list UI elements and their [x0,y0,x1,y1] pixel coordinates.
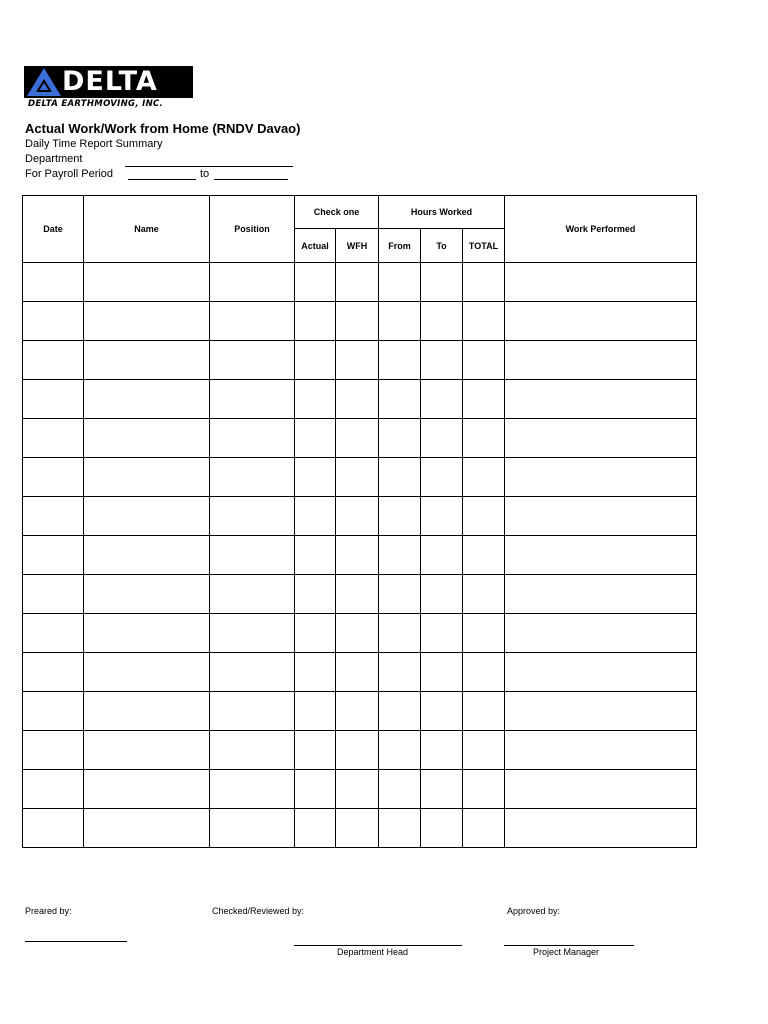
cell-position[interactable] [210,458,295,497]
cell-name[interactable] [84,653,210,692]
cell-from[interactable] [379,770,421,809]
header-hours-worked: Hours Worked [379,196,505,229]
cell-actual[interactable] [295,653,336,692]
cell-position[interactable] [210,380,295,419]
cell-position[interactable] [210,497,295,536]
cell-from[interactable] [379,380,421,419]
cell-name[interactable] [84,419,210,458]
cell-name[interactable] [84,536,210,575]
cell-name[interactable] [84,497,210,536]
cell-to[interactable] [421,575,463,614]
cell-from[interactable] [379,419,421,458]
table-row [23,692,697,731]
cell-work-performed[interactable] [505,692,697,731]
cell-actual[interactable] [295,419,336,458]
cell-wfh[interactable] [336,614,379,653]
cell-to[interactable] [421,419,463,458]
cell-from[interactable] [379,653,421,692]
department-field[interactable] [125,166,293,167]
cell-to[interactable] [421,497,463,536]
cell-actual[interactable] [295,302,336,341]
form-subtitle: Daily Time Report Summary [25,138,163,150]
cell-total[interactable] [463,731,505,770]
cell-total[interactable] [463,653,505,692]
cell-name[interactable] [84,341,210,380]
cell-wfh[interactable] [336,575,379,614]
cell-wfh[interactable] [336,653,379,692]
cell-position[interactable] [210,692,295,731]
cell-work-performed[interactable] [505,809,697,848]
cell-from[interactable] [379,341,421,380]
time-report-table [22,195,697,848]
cell-name[interactable] [84,692,210,731]
cell-total[interactable] [463,458,505,497]
cell-date[interactable] [23,380,84,419]
cell-from[interactable] [379,809,421,848]
table-row [23,458,697,497]
project-manager-label: Project Manager [533,947,600,957]
cell-actual[interactable] [295,770,336,809]
header-name: Name [84,196,210,263]
table-row [23,419,697,458]
cell-wfh[interactable] [336,341,379,380]
cell-position[interactable] [210,614,295,653]
cell-date[interactable] [23,692,84,731]
payroll-period-label: For Payroll Period [25,168,114,180]
cell-date[interactable] [23,536,84,575]
table-row [23,653,697,692]
cell-position[interactable] [210,653,295,692]
header-actual: Actual [295,229,336,263]
cell-name[interactable] [84,731,210,770]
logo-subtitle: DELTA EARTHMOVING, INC. [28,99,164,109]
cell-date[interactable] [23,653,84,692]
cell-name[interactable] [84,770,210,809]
cell-total[interactable] [463,692,505,731]
cell-to[interactable] [421,653,463,692]
company-logo [24,66,194,110]
table-row [23,302,697,341]
cell-wfh[interactable] [336,770,379,809]
header-date: Date [23,196,84,263]
cell-name[interactable] [84,380,210,419]
cell-date[interactable] [23,497,84,536]
cell-wfh[interactable] [336,419,379,458]
cell-work-performed[interactable] [505,770,697,809]
cell-wfh[interactable] [336,809,379,848]
cell-work-performed[interactable] [505,380,697,419]
cell-position[interactable] [210,770,295,809]
cell-work-performed[interactable] [505,263,697,302]
header-position: Position [210,196,295,263]
prepared-by-signature-line[interactable] [25,941,127,942]
cell-date[interactable] [23,731,84,770]
cell-actual[interactable] [295,380,336,419]
cell-total[interactable] [463,770,505,809]
header-work-performed: Work Performed [505,196,697,263]
cell-wfh[interactable] [336,692,379,731]
table-row [23,380,697,419]
cell-to[interactable] [421,731,463,770]
payroll-end-field[interactable] [214,179,288,180]
cell-position[interactable] [210,263,295,302]
delta-triangle-icon [26,67,62,97]
cell-position[interactable] [210,341,295,380]
cell-to[interactable] [421,263,463,302]
cell-to[interactable] [421,302,463,341]
cell-from[interactable] [379,575,421,614]
table-row [23,575,697,614]
header-to: To [421,229,463,263]
cell-actual[interactable] [295,614,336,653]
header-total: TOTAL [463,229,505,263]
cell-total[interactable] [463,341,505,380]
cell-work-performed[interactable] [505,536,697,575]
table-row [23,263,697,302]
cell-name[interactable] [84,458,210,497]
cell-date[interactable] [23,263,84,302]
cell-name[interactable] [84,575,210,614]
cell-wfh[interactable] [336,731,379,770]
approved-by-label: Approved by: [507,906,561,916]
cell-date[interactable] [23,341,84,380]
cell-work-performed[interactable] [505,731,697,770]
cell-total[interactable] [463,419,505,458]
logo-wordmark: DELTA [62,66,158,97]
cell-date[interactable] [23,419,84,458]
cell-actual[interactable] [295,692,336,731]
cell-work-performed[interactable] [505,302,697,341]
cell-date[interactable] [23,770,84,809]
cell-to[interactable] [421,614,463,653]
cell-to[interactable] [421,809,463,848]
cell-wfh[interactable] [336,536,379,575]
table-row [23,614,697,653]
cell-from[interactable] [379,614,421,653]
cell-wfh[interactable] [336,458,379,497]
cell-total[interactable] [463,809,505,848]
table-row [23,536,697,575]
cell-work-performed[interactable] [505,614,697,653]
table-row [23,731,697,770]
cell-work-performed[interactable] [505,497,697,536]
cell-actual[interactable] [295,731,336,770]
cell-total[interactable] [463,380,505,419]
cell-to[interactable] [421,458,463,497]
cell-actual[interactable] [295,263,336,302]
cell-from[interactable] [379,692,421,731]
table-row [23,497,697,536]
cell-total[interactable] [463,302,505,341]
cell-from[interactable] [379,536,421,575]
department-label: Department [25,153,83,165]
department-head-signature-line[interactable] [294,945,462,946]
cell-from[interactable] [379,731,421,770]
payroll-start-field[interactable] [128,179,196,180]
cell-wfh[interactable] [336,497,379,536]
cell-from[interactable] [379,458,421,497]
cell-total[interactable] [463,614,505,653]
cell-actual[interactable] [295,536,336,575]
cell-position[interactable] [210,536,295,575]
cell-work-performed[interactable] [505,419,697,458]
cell-to[interactable] [421,380,463,419]
project-manager-signature-line[interactable] [504,945,634,946]
cell-wfh[interactable] [336,302,379,341]
cell-from[interactable] [379,497,421,536]
prepared-by-label: Preared by: [25,906,72,916]
payroll-to-label: to [200,168,210,180]
cell-date[interactable] [23,458,84,497]
cell-position[interactable] [210,731,295,770]
cell-to[interactable] [421,770,463,809]
cell-actual[interactable] [295,575,336,614]
cell-actual[interactable] [295,809,336,848]
cell-date[interactable] [23,614,84,653]
cell-position[interactable] [210,575,295,614]
cell-date[interactable] [23,809,84,848]
cell-to[interactable] [421,341,463,380]
table-row [23,809,697,848]
cell-date[interactable] [23,302,84,341]
cell-position[interactable] [210,302,295,341]
department-head-label: Department Head [337,947,409,957]
cell-total[interactable] [463,497,505,536]
checked-by-label: Checked/Reviewed by: [212,906,305,916]
header-check-one: Check one [295,196,379,229]
cell-work-performed[interactable] [505,458,697,497]
header-from: From [379,229,421,263]
cell-to[interactable] [421,536,463,575]
cell-position[interactable] [210,419,295,458]
cell-date[interactable] [23,575,84,614]
cell-name[interactable] [84,302,210,341]
cell-work-performed[interactable] [505,575,697,614]
table-body [23,263,697,848]
cell-name[interactable] [84,809,210,848]
cell-name[interactable] [84,263,210,302]
cell-name[interactable] [84,614,210,653]
cell-actual[interactable] [295,497,336,536]
cell-work-performed[interactable] [505,653,697,692]
cell-total[interactable] [463,536,505,575]
cell-total[interactable] [463,263,505,302]
cell-position[interactable] [210,809,295,848]
logo-box [24,66,193,98]
form-title: Actual Work/Work from Home (RNDV Davao) [25,121,301,136]
cell-actual[interactable] [295,458,336,497]
cell-work-performed[interactable] [505,341,697,380]
table-row [23,770,697,809]
cell-from[interactable] [379,263,421,302]
cell-actual[interactable] [295,341,336,380]
cell-to[interactable] [421,692,463,731]
cell-from[interactable] [379,302,421,341]
header-wfh: WFH [336,229,379,263]
cell-wfh[interactable] [336,380,379,419]
cell-wfh[interactable] [336,263,379,302]
cell-total[interactable] [463,575,505,614]
table-row [23,341,697,380]
